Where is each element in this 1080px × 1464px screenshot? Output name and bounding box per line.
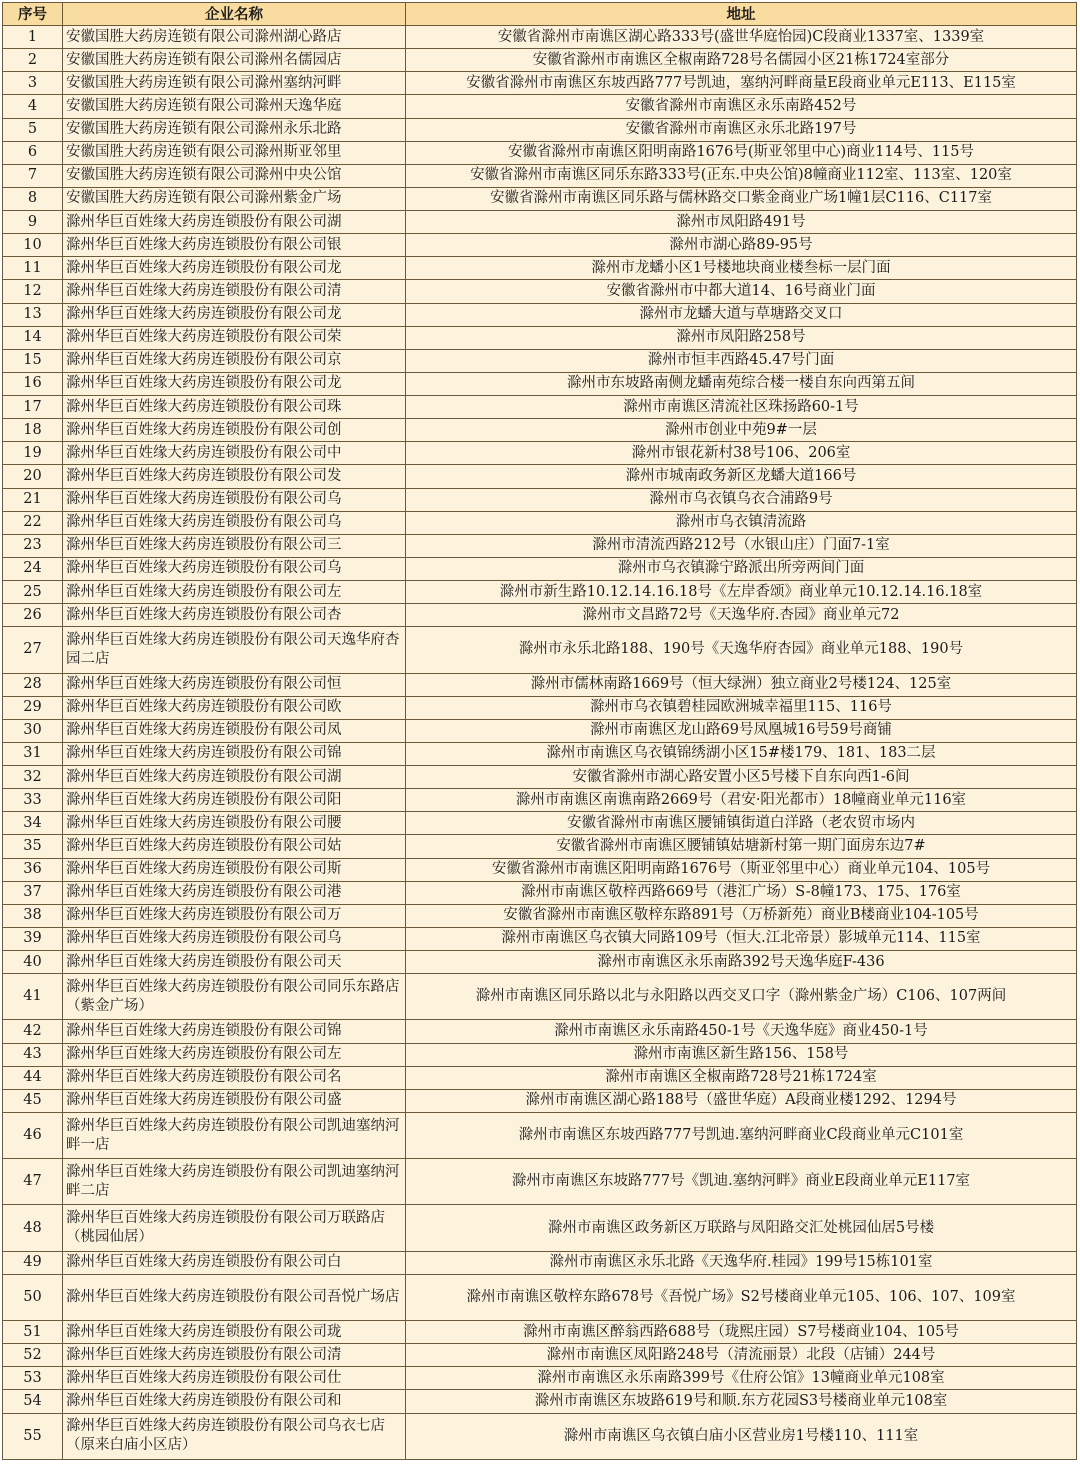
table-row [3, 141, 1077, 164]
cell-address: 滁州市南谯区清流社区珠扬路60-1号 [406, 396, 1077, 419]
header-company-name: 企业名称 [63, 3, 406, 26]
cell-address: 滁州市乌衣镇碧桂园欧洲城幸福里115、116号 [406, 696, 1077, 719]
cell-company-name: 滁州华巨百姓缘大药房连锁股份有限公司天逸华府杏园二店 [63, 627, 406, 673]
cell-company-name: 滁州华巨百姓缘大药房连锁股份有限公司清 [63, 280, 406, 303]
cell-company-name: 安徽国胜大药房连锁有限公司滁州斯亚邻里 [63, 141, 406, 164]
table-row [3, 927, 1077, 950]
cell-company-name: 滁州华巨百姓缘大药房连锁股份有限公司港 [63, 881, 406, 904]
cell-address: 滁州市乌衣镇滁宁路派出所旁两间门面 [406, 557, 1077, 580]
table-row [3, 257, 1077, 280]
cell-company-name: 滁州华巨百姓缘大药房连锁股份有限公司创 [63, 419, 406, 442]
table-row [3, 1089, 1077, 1112]
cell-company-name: 滁州华巨百姓缘大药房连锁股份有限公司左 [63, 581, 406, 604]
table-row [3, 1159, 1077, 1205]
cell-address: 滁州市银花新村38号106、206室 [406, 442, 1077, 465]
cell-index: 29 [3, 696, 63, 719]
cell-company-name: 滁州华巨百姓缘大药房连锁股份有限公司乌衣七店（原来白庙小区店） [63, 1413, 406, 1460]
cell-address: 滁州市南谯区永乐北路《天逸华府.桂园》199号15栋101室 [406, 1251, 1077, 1274]
cell-address: 滁州市南谯区乌衣镇白庙小区营业房1号楼110、111室 [406, 1413, 1077, 1460]
cell-index: 35 [3, 835, 63, 858]
table-row [3, 673, 1077, 696]
cell-index: 17 [3, 396, 63, 419]
cell-address: 滁州市创业中苑9#一层 [406, 419, 1077, 442]
cell-index: 21 [3, 488, 63, 511]
cell-address: 滁州市乌衣镇乌衣合浦路9号 [406, 488, 1077, 511]
table-row [3, 812, 1077, 835]
cell-company-name: 滁州华巨百姓缘大药房连锁股份有限公司乌 [63, 557, 406, 580]
cell-index: 28 [3, 673, 63, 696]
cell-index: 36 [3, 858, 63, 881]
cell-company-name: 安徽国胜大药房连锁有限公司滁州永乐北路 [63, 118, 406, 141]
table-row [3, 349, 1077, 372]
cell-company-name: 滁州华巨百姓缘大药房连锁股份有限公司斯 [63, 858, 406, 881]
table-row [3, 1020, 1077, 1043]
cell-address: 滁州市南谯区东坡西路777号凯迪.塞纳河畔商业C段商业单元C101室 [406, 1112, 1077, 1158]
cell-company-name: 滁州华巨百姓缘大药房连锁股份有限公司腰 [63, 812, 406, 835]
cell-address: 安徽省滁州市湖心路安置小区5号楼下自东向西1-6间 [406, 766, 1077, 789]
cell-address: 滁州市南谯区同乐路以北与永阳路以西交叉口字（滁州紫金广场）C106、107两间 [406, 974, 1077, 1020]
cell-address: 滁州市南谯区永乐南路399号《仕府公馆》13幢商业单元108室 [406, 1367, 1077, 1390]
cell-company-name: 滁州华巨百姓缘大药房连锁股份有限公司珠 [63, 396, 406, 419]
table-row [3, 581, 1077, 604]
cell-index: 16 [3, 372, 63, 395]
header-address: 地址 [406, 3, 1077, 26]
cell-company-name: 滁州华巨百姓缘大药房连锁股份有限公司和 [63, 1390, 406, 1413]
table-row [3, 442, 1077, 465]
cell-index: 39 [3, 927, 63, 950]
cell-address: 滁州市南谯区敬梓东路678号《吾悦广场》S2号楼商业单元105、106、107、109室 [406, 1274, 1077, 1320]
table-row [3, 419, 1077, 442]
cell-address: 安徽省滁州市南谯区腰铺镇街道白洋路（老农贸市场内 [406, 812, 1077, 835]
cell-address: 安徽省滁州市南谯区永乐南路452号 [406, 95, 1077, 118]
cell-index: 24 [3, 557, 63, 580]
cell-company-name: 滁州华巨百姓缘大药房连锁股份有限公司湖 [63, 766, 406, 789]
cell-company-name: 安徽国胜大药房连锁有限公司滁州紫金广场 [63, 187, 406, 210]
cell-index: 33 [3, 789, 63, 812]
table-row [3, 1043, 1077, 1066]
table-row [3, 488, 1077, 511]
cell-address: 滁州市湖心路89-95号 [406, 234, 1077, 257]
cell-address: 滁州市龙蟠大道与草塘路交叉口 [406, 303, 1077, 326]
cell-index: 6 [3, 141, 63, 164]
cell-index: 37 [3, 881, 63, 904]
cell-company-name: 滁州华巨百姓缘大药房连锁股份有限公司乌 [63, 488, 406, 511]
cell-index: 18 [3, 419, 63, 442]
cell-index: 3 [3, 72, 63, 95]
cell-company-name: 安徽国胜大药房连锁有限公司滁州中央公馆 [63, 164, 406, 187]
table-row [3, 211, 1077, 234]
cell-address: 滁州市南谯区敬梓西路669号（港汇广场）S-8幢173、175、176室 [406, 881, 1077, 904]
cell-address: 安徽省滁州市南谯区永乐北路197号 [406, 118, 1077, 141]
cell-company-name: 滁州华巨百姓缘大药房连锁股份有限公司荣 [63, 326, 406, 349]
cell-address: 滁州市城南政务新区龙蟠大道166号 [406, 465, 1077, 488]
header-row [3, 3, 1077, 26]
cell-company-name: 滁州华巨百姓缘大药房连锁股份有限公司杏 [63, 604, 406, 627]
cell-address: 滁州市龙蟠小区1号楼地块商业楼叁标一层门面 [406, 257, 1077, 280]
cell-index: 55 [3, 1413, 63, 1460]
cell-company-name: 滁州华巨百姓缘大药房连锁股份有限公司阳 [63, 789, 406, 812]
cell-company-name: 滁州华巨百姓缘大药房连锁股份有限公司京 [63, 349, 406, 372]
table-row [3, 835, 1077, 858]
cell-index: 49 [3, 1251, 63, 1274]
cell-index: 23 [3, 534, 63, 557]
cell-address: 安徽省滁州市南谯区同乐东路333号(正东.中央公馆)8幢商业112室、113室、120室 [406, 164, 1077, 187]
cell-address: 滁州市儒林南路1669号（恒大绿洲）独立商业2号楼124、125室 [406, 673, 1077, 696]
cell-company-name: 滁州华巨百姓缘大药房连锁股份有限公司龙 [63, 303, 406, 326]
table-row [3, 1205, 1077, 1251]
table-row [3, 187, 1077, 210]
cell-company-name: 滁州华巨百姓缘大药房连锁股份有限公司湖 [63, 211, 406, 234]
cell-address: 滁州市南谯区湖心路188号（盛世华庭）A段商业楼1292、1294号 [406, 1089, 1077, 1112]
cell-company-name: 安徽国胜大药房连锁有限公司滁州塞纳河畔 [63, 72, 406, 95]
table-row [3, 164, 1077, 187]
cell-company-name: 滁州华巨百姓缘大药房连锁股份有限公司乌 [63, 927, 406, 950]
cell-index: 12 [3, 280, 63, 303]
cell-index: 14 [3, 326, 63, 349]
cell-index: 8 [3, 187, 63, 210]
table-row [3, 396, 1077, 419]
cell-company-name: 滁州华巨百姓缘大药房连锁股份有限公司清 [63, 1344, 406, 1367]
table-row [3, 1413, 1077, 1460]
cell-company-name: 滁州华巨百姓缘大药房连锁股份有限公司发 [63, 465, 406, 488]
cell-address: 滁州市南谯区醉翁西路688号（珑熙庄园）S7号楼商业104、105号 [406, 1321, 1077, 1344]
cell-company-name: 滁州华巨百姓缘大药房连锁股份有限公司锦 [63, 742, 406, 765]
cell-address: 安徽省滁州市南谯区东坡西路777号凯迪，塞纳河畔商量E段商业单元E113、E115室 [406, 72, 1077, 95]
cell-index: 27 [3, 627, 63, 673]
cell-company-name: 滁州华巨百姓缘大药房连锁股份有限公司银 [63, 234, 406, 257]
cell-company-name: 滁州华巨百姓缘大药房连锁股份有限公司凯迪塞纳河畔一店 [63, 1112, 406, 1158]
table-row [3, 858, 1077, 881]
cell-address: 滁州市新生路10.12.14.16.18号《左岸香颂》商业单元10.12.14.16.18室 [406, 581, 1077, 604]
cell-address: 安徽省滁州市南谯区腰铺镇姑塘新村第一期门面房东边7# [406, 835, 1077, 858]
cell-address: 安徽省滁州市南谯区湖心路333号(盛世华庭怡园)C段商业1337室、1339室 [406, 26, 1077, 49]
table-row [3, 604, 1077, 627]
header-index: 序号 [3, 3, 63, 26]
cell-address: 滁州市南谯区乌衣镇锦绣湖小区15#楼179、181、183二层 [406, 742, 1077, 765]
table-row [3, 951, 1077, 974]
cell-index: 50 [3, 1274, 63, 1320]
cell-company-name: 滁州华巨百姓缘大药房连锁股份有限公司乌 [63, 511, 406, 534]
table-row [3, 72, 1077, 95]
cell-company-name: 滁州华巨百姓缘大药房连锁股份有限公司万 [63, 904, 406, 927]
cell-company-name: 滁州华巨百姓缘大药房连锁股份有限公司同乐东路店（紫金广场） [63, 974, 406, 1020]
table-row [3, 1367, 1077, 1390]
cell-index: 15 [3, 349, 63, 372]
cell-index: 40 [3, 951, 63, 974]
table-row [3, 1344, 1077, 1367]
table-row [3, 904, 1077, 927]
table-row [3, 1274, 1077, 1320]
cell-address: 安徽省滁州市南谯区阳明南路1676号（斯亚邻里中心）商业单元104、105号 [406, 858, 1077, 881]
cell-index: 22 [3, 511, 63, 534]
cell-company-name: 滁州华巨百姓缘大药房连锁股份有限公司欧 [63, 696, 406, 719]
cell-index: 25 [3, 581, 63, 604]
cell-index: 9 [3, 211, 63, 234]
cell-company-name: 滁州华巨百姓缘大药房连锁股份有限公司名 [63, 1066, 406, 1089]
cell-index: 53 [3, 1367, 63, 1390]
cell-company-name: 滁州华巨百姓缘大药房连锁股份有限公司三 [63, 534, 406, 557]
cell-index: 41 [3, 974, 63, 1020]
cell-address: 滁州市南谯区东坡路619号和顺.东方花园S3号楼商业单元108室 [406, 1390, 1077, 1413]
cell-company-name: 滁州华巨百姓缘大药房连锁股份有限公司吾悦广场店 [63, 1274, 406, 1320]
cell-index: 52 [3, 1344, 63, 1367]
cell-company-name: 滁州华巨百姓缘大药房连锁股份有限公司龙 [63, 372, 406, 395]
table-row [3, 557, 1077, 580]
cell-index: 26 [3, 604, 63, 627]
cell-index: 38 [3, 904, 63, 927]
cell-company-name: 滁州华巨百姓缘大药房连锁股份有限公司万联路店（桃园仙居） [63, 1205, 406, 1251]
cell-address: 滁州市南谯区东坡路777号《凯迪.塞纳河畔》商业E段商业单元E117室 [406, 1159, 1077, 1205]
table-row [3, 26, 1077, 49]
cell-address: 滁州市乌衣镇清流路 [406, 511, 1077, 534]
cell-address: 滁州市南谯区凤阳路248号（清流丽景）北段（店铺）244号 [406, 1344, 1077, 1367]
cell-company-name: 滁州华巨百姓缘大药房连锁股份有限公司锦 [63, 1020, 406, 1043]
cell-address: 安徽省滁州市中都大道14、16号商业门面 [406, 280, 1077, 303]
cell-index: 54 [3, 1390, 63, 1413]
cell-company-name: 安徽国胜大药房连锁有限公司滁州名儒园店 [63, 49, 406, 72]
cell-index: 32 [3, 766, 63, 789]
cell-company-name: 滁州华巨百姓缘大药房连锁股份有限公司仕 [63, 1367, 406, 1390]
table-row [3, 742, 1077, 765]
cell-index: 46 [3, 1112, 63, 1158]
cell-index: 42 [3, 1020, 63, 1043]
table-row [3, 1251, 1077, 1274]
cell-company-name: 安徽国胜大药房连锁有限公司滁州天逸华庭 [63, 95, 406, 118]
cell-index: 30 [3, 719, 63, 742]
cell-company-name: 滁州华巨百姓缘大药房连锁股份有限公司白 [63, 1251, 406, 1274]
cell-index: 4 [3, 95, 63, 118]
table-row [3, 534, 1077, 557]
table-body [3, 26, 1077, 1460]
cell-index: 43 [3, 1043, 63, 1066]
cell-company-name: 滁州华巨百姓缘大药房连锁股份有限公司珑 [63, 1321, 406, 1344]
cell-address: 滁州市恒丰西路45.47号门面 [406, 349, 1077, 372]
cell-index: 1 [3, 26, 63, 49]
cell-company-name: 滁州华巨百姓缘大药房连锁股份有限公司恒 [63, 673, 406, 696]
cell-address: 滁州市清流西路212号（水银山庄）门面7-1室 [406, 534, 1077, 557]
cell-address: 滁州市南谯区乌衣镇大同路109号（恒大.江北帝景）影城单元114、115室 [406, 927, 1077, 950]
table-row [3, 234, 1077, 257]
cell-index: 19 [3, 442, 63, 465]
cell-index: 13 [3, 303, 63, 326]
table-row [3, 974, 1077, 1020]
table-row [3, 511, 1077, 534]
cell-index: 45 [3, 1089, 63, 1112]
table-row [3, 881, 1077, 904]
cell-address: 滁州市南谯区永乐南路450-1号《天逸华庭》商业450-1号 [406, 1020, 1077, 1043]
table-row [3, 1321, 1077, 1344]
cell-address: 滁州市永乐北路188、190号《天逸华府杏园》商业单元188、190号 [406, 627, 1077, 673]
cell-address: 安徽省滁州市南谯区全椒南路728号名儒园小区21栋1724室部分 [406, 49, 1077, 72]
cell-index: 48 [3, 1205, 63, 1251]
table-row [3, 372, 1077, 395]
cell-company-name: 滁州华巨百姓缘大药房连锁股份有限公司天 [63, 951, 406, 974]
table-row [3, 1390, 1077, 1413]
cell-company-name: 滁州华巨百姓缘大药房连锁股份有限公司中 [63, 442, 406, 465]
table-row [3, 696, 1077, 719]
cell-address: 滁州市凤阳路491号 [406, 211, 1077, 234]
cell-address: 安徽省滁州市南谯区同乐路与儒林路交口紫金商业广场1幢1层C116、C117室 [406, 187, 1077, 210]
cell-address: 滁州市南谯区新生路156、158号 [406, 1043, 1077, 1066]
cell-address: 滁州市东坡路南侧龙蟠南苑综合楼一楼自东向西第五间 [406, 372, 1077, 395]
cell-index: 20 [3, 465, 63, 488]
cell-address: 滁州市南谯区政务新区万联路与凤阳路交汇处桃园仙居5号楼 [406, 1205, 1077, 1251]
cell-index: 44 [3, 1066, 63, 1089]
cell-index: 31 [3, 742, 63, 765]
table-row [3, 719, 1077, 742]
cell-index: 7 [3, 164, 63, 187]
table-row [3, 303, 1077, 326]
cell-index: 5 [3, 118, 63, 141]
cell-index: 2 [3, 49, 63, 72]
cell-index: 34 [3, 812, 63, 835]
table-row [3, 95, 1077, 118]
cell-index: 51 [3, 1321, 63, 1344]
table-row [3, 627, 1077, 673]
table-row [3, 789, 1077, 812]
cell-company-name: 滁州华巨百姓缘大药房连锁股份有限公司龙 [63, 257, 406, 280]
table-row [3, 465, 1077, 488]
table-row [3, 1112, 1077, 1158]
cell-address: 安徽省滁州市南谯区阳明南路1676号(斯亚邻里中心)商业114号、115号 [406, 141, 1077, 164]
cell-company-name: 滁州华巨百姓缘大药房连锁股份有限公司姑 [63, 835, 406, 858]
cell-index: 11 [3, 257, 63, 280]
table-row [3, 1066, 1077, 1089]
cell-address: 滁州市南谯区南谯南路2669号（君安·阳光都市）18幢商业单元116室 [406, 789, 1077, 812]
table-row [3, 280, 1077, 303]
cell-address: 安徽省滁州市南谯区敬梓东路891号（万桥新苑）商业B楼商业104-105号 [406, 904, 1077, 927]
cell-company-name: 滁州华巨百姓缘大药房连锁股份有限公司左 [63, 1043, 406, 1066]
cell-address: 滁州市凤阳路258号 [406, 326, 1077, 349]
table-row [3, 49, 1077, 72]
cell-company-name: 滁州华巨百姓缘大药房连锁股份有限公司盛 [63, 1089, 406, 1112]
cell-company-name: 滁州华巨百姓缘大药房连锁股份有限公司凤 [63, 719, 406, 742]
cell-index: 47 [3, 1159, 63, 1205]
cell-company-name: 滁州华巨百姓缘大药房连锁股份有限公司凯迪塞纳河畔二店 [63, 1159, 406, 1205]
table-row [3, 326, 1077, 349]
pharmacy-list-table [2, 2, 1077, 1460]
cell-address: 滁州市南谯区龙山路69号凤凰城16号59号商铺 [406, 719, 1077, 742]
table-row [3, 118, 1077, 141]
cell-address: 滁州市南谯区永乐南路392号天逸华庭F-436 [406, 951, 1077, 974]
cell-index: 10 [3, 234, 63, 257]
cell-company-name: 安徽国胜大药房连锁有限公司滁州湖心路店 [63, 26, 406, 49]
cell-address: 滁州市文昌路72号《天逸华府.杏园》商业单元72 [406, 604, 1077, 627]
cell-address: 滁州市南谯区全椒南路728号21栋1724室 [406, 1066, 1077, 1089]
table-row [3, 766, 1077, 789]
